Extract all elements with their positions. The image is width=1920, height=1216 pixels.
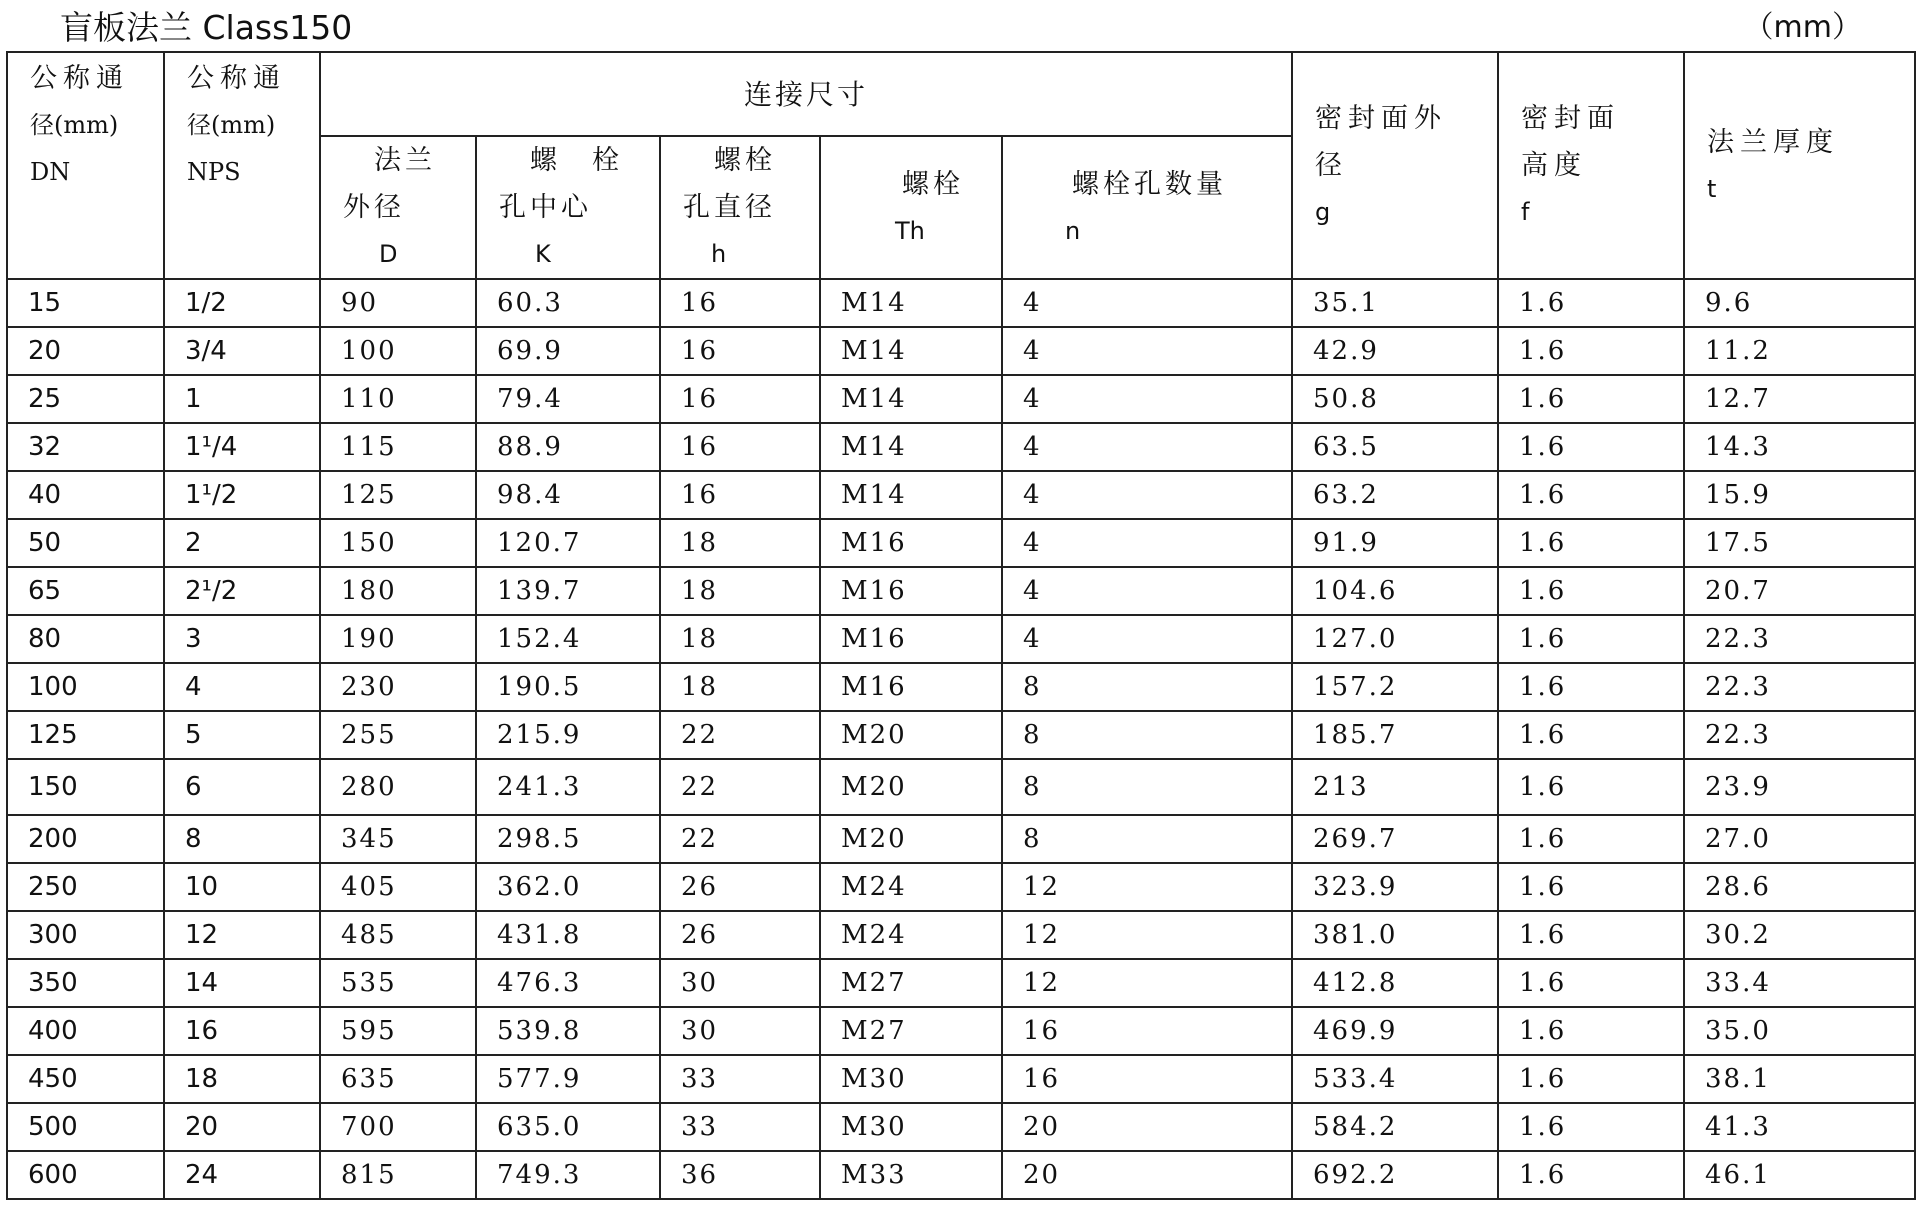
cell-nps: 16	[164, 1007, 320, 1055]
cell-flange-thickness: 46.1	[1684, 1151, 1915, 1199]
cell-nps: 10	[164, 863, 320, 911]
cell-sealing-face-height: 1.6	[1498, 567, 1684, 615]
header-D-symbol: D	[379, 240, 398, 268]
cell-flange-thickness: 38.1	[1684, 1055, 1915, 1103]
cell-bolt-hole-diameter: 22	[660, 759, 820, 815]
cell-bolt-hole-diameter: 30	[660, 1007, 820, 1055]
cell-sealing-face-diameter: 533.4	[1292, 1055, 1498, 1103]
header-nps	[164, 52, 320, 279]
table-row	[7, 863, 1915, 911]
cell-bolt-hole-diameter: 16	[660, 279, 820, 327]
cell-dn: 100	[7, 663, 164, 711]
cell-dn: 150	[7, 759, 164, 815]
cell-bolt-thread: M27	[820, 959, 1002, 1007]
cell-bolt-count: 4	[1002, 567, 1292, 615]
cell-sealing-face-diameter: 63.2	[1292, 471, 1498, 519]
cell-bolt-hole-diameter: 30	[660, 959, 820, 1007]
cell-bolt-thread: M20	[820, 711, 1002, 759]
cell-bolt-count: 8	[1002, 711, 1292, 759]
cell-flange-outer-diameter: 100	[320, 327, 476, 375]
cell-bolt-count: 4	[1002, 279, 1292, 327]
header-row-group	[7, 52, 1915, 136]
cell-flange-outer-diameter: 110	[320, 375, 476, 423]
cell-nps: 14	[164, 959, 320, 1007]
header-Th-symbol: Th	[871, 216, 925, 245]
header-g-symbol: g	[1315, 198, 1331, 226]
cell-nps: 20	[164, 1103, 320, 1151]
cell-sealing-face-diameter: 381.0	[1292, 911, 1498, 959]
cell-bolt-circle: 60.3	[476, 279, 660, 327]
header-g	[1292, 52, 1498, 279]
cell-flange-thickness: 41.3	[1684, 1103, 1915, 1151]
cell-bolt-circle: 577.9	[476, 1055, 660, 1103]
cell-flange-outer-diameter: 535	[320, 959, 476, 1007]
cell-bolt-thread: M20	[820, 815, 1002, 863]
cell-sealing-face-height: 1.6	[1498, 1103, 1684, 1151]
cell-bolt-count: 4	[1002, 375, 1292, 423]
table-row	[7, 375, 1915, 423]
cell-bolt-circle: 431.8	[476, 911, 660, 959]
cell-nps: 2	[164, 519, 320, 567]
cell-bolt-circle: 215.9	[476, 711, 660, 759]
cell-bolt-circle: 749.3	[476, 1151, 660, 1199]
cell-bolt-hole-diameter: 18	[660, 567, 820, 615]
cell-bolt-hole-diameter: 36	[660, 1151, 820, 1199]
cell-flange-thickness: 20.7	[1684, 567, 1915, 615]
cell-bolt-thread: M16	[820, 519, 1002, 567]
cell-flange-outer-diameter: 180	[320, 567, 476, 615]
header-n	[1002, 136, 1292, 279]
cell-sealing-face-height: 1.6	[1498, 423, 1684, 471]
cell-sealing-face-height: 1.6	[1498, 615, 1684, 663]
cell-nps: 12	[164, 911, 320, 959]
page-title: 盲板法兰 Class150	[60, 8, 353, 47]
cell-dn: 15	[7, 279, 164, 327]
cell-flange-outer-diameter: 815	[320, 1151, 476, 1199]
cell-dn: 25	[7, 375, 164, 423]
cell-flange-outer-diameter: 280	[320, 759, 476, 815]
cell-bolt-circle: 152.4	[476, 615, 660, 663]
header-connection-dimensions: 连接尺寸	[320, 52, 1292, 136]
cell-dn: 250	[7, 863, 164, 911]
cell-nps: 4	[164, 663, 320, 711]
cell-nps: 3	[164, 615, 320, 663]
cell-bolt-circle: 298.5	[476, 815, 660, 863]
cell-flange-thickness: 27.0	[1684, 815, 1915, 863]
cell-bolt-count: 4	[1002, 423, 1292, 471]
header-dn	[7, 52, 164, 279]
cell-bolt-thread: M16	[820, 615, 1002, 663]
cell-bolt-hole-diameter: 22	[660, 815, 820, 863]
cell-flange-outer-diameter: 150	[320, 519, 476, 567]
header-D	[320, 136, 476, 279]
cell-bolt-count: 4	[1002, 519, 1292, 567]
cell-bolt-circle: 79.4	[476, 375, 660, 423]
cell-bolt-thread: M14	[820, 327, 1002, 375]
cell-bolt-count: 8	[1002, 759, 1292, 815]
table-row	[7, 711, 1915, 759]
table-body	[7, 279, 1915, 1199]
cell-sealing-face-height: 1.6	[1498, 863, 1684, 911]
cell-nps: 5	[164, 711, 320, 759]
header-D-line1: 法兰	[343, 145, 436, 176]
cell-bolt-count: 20	[1002, 1151, 1292, 1199]
cell-bolt-circle: 362.0	[476, 863, 660, 911]
cell-flange-thickness: 33.4	[1684, 959, 1915, 1007]
header-dn-symbol: DN	[30, 158, 71, 186]
cell-bolt-count: 8	[1002, 815, 1292, 863]
table-row	[7, 423, 1915, 471]
cell-nps: 6	[164, 759, 320, 815]
cell-flange-thickness: 35.0	[1684, 1007, 1915, 1055]
cell-dn: 400	[7, 1007, 164, 1055]
cell-flange-thickness: 17.5	[1684, 519, 1915, 567]
cell-nps: 1/2	[164, 279, 320, 327]
header-t-line1: 法兰厚度	[1707, 126, 1839, 158]
cell-bolt-count: 4	[1002, 327, 1292, 375]
cell-bolt-thread: M14	[820, 375, 1002, 423]
cell-flange-outer-diameter: 90	[320, 279, 476, 327]
cell-sealing-face-diameter: 692.2	[1292, 1151, 1498, 1199]
table-row	[7, 615, 1915, 663]
cell-nps: 8	[164, 815, 320, 863]
cell-flange-outer-diameter: 485	[320, 911, 476, 959]
cell-sealing-face-height: 1.6	[1498, 471, 1684, 519]
cell-nps: 1	[164, 375, 320, 423]
cell-bolt-hole-diameter: 18	[660, 663, 820, 711]
header-K	[476, 136, 660, 279]
cell-nps: 3/4	[164, 327, 320, 375]
header-nps-line2: 径(mm)	[187, 111, 276, 139]
cell-sealing-face-height: 1.6	[1498, 663, 1684, 711]
cell-bolt-hole-diameter: 18	[660, 519, 820, 567]
cell-sealing-face-diameter: 104.6	[1292, 567, 1498, 615]
header-K-line1: 螺 栓	[499, 145, 623, 176]
cell-sealing-face-height: 1.6	[1498, 279, 1684, 327]
cell-flange-outer-diameter: 635	[320, 1055, 476, 1103]
cell-nps: 18	[164, 1055, 320, 1103]
cell-bolt-hole-diameter: 33	[660, 1103, 820, 1151]
header-f-line1: 密封面	[1521, 103, 1620, 134]
table-row	[7, 1055, 1915, 1103]
cell-bolt-thread: M20	[820, 759, 1002, 815]
cell-sealing-face-height: 1.6	[1498, 759, 1684, 815]
cell-sealing-face-diameter: 127.0	[1292, 615, 1498, 663]
header-Th-line1: 螺栓	[871, 168, 964, 200]
table-row	[7, 1007, 1915, 1055]
header-h-line2: 孔直径	[683, 192, 776, 223]
cell-bolt-thread: M27	[820, 1007, 1002, 1055]
cell-sealing-face-diameter: 91.9	[1292, 519, 1498, 567]
header-f-symbol: f	[1521, 198, 1530, 226]
header-f	[1498, 52, 1684, 279]
cell-dn: 450	[7, 1055, 164, 1103]
cell-flange-outer-diameter: 405	[320, 863, 476, 911]
cell-bolt-circle: 539.8	[476, 1007, 660, 1055]
cell-bolt-hole-diameter: 16	[660, 423, 820, 471]
cell-dn: 350	[7, 959, 164, 1007]
cell-sealing-face-diameter: 157.2	[1292, 663, 1498, 711]
cell-flange-thickness: 22.3	[1684, 663, 1915, 711]
cell-sealing-face-diameter: 469.9	[1292, 1007, 1498, 1055]
cell-sealing-face-diameter: 269.7	[1292, 815, 1498, 863]
cell-flange-thickness: 28.6	[1684, 863, 1915, 911]
cell-bolt-thread: M14	[820, 279, 1002, 327]
cell-dn: 65	[7, 567, 164, 615]
cell-bolt-circle: 635.0	[476, 1103, 660, 1151]
cell-bolt-thread: M30	[820, 1103, 1002, 1151]
cell-sealing-face-diameter: 412.8	[1292, 959, 1498, 1007]
table-row	[7, 815, 1915, 863]
cell-bolt-hole-diameter: 26	[660, 911, 820, 959]
cell-flange-thickness: 22.3	[1684, 615, 1915, 663]
cell-nps: 24	[164, 1151, 320, 1199]
cell-bolt-hole-diameter: 16	[660, 375, 820, 423]
table-row	[7, 567, 1915, 615]
cell-flange-outer-diameter: 125	[320, 471, 476, 519]
cell-bolt-circle: 241.3	[476, 759, 660, 815]
cell-bolt-thread: M24	[820, 863, 1002, 911]
header-n-line1: 螺栓孔数量	[1041, 168, 1227, 200]
header-f-line2: 高度	[1521, 150, 1587, 181]
cell-nps: 1¹/4	[164, 423, 320, 471]
cell-bolt-circle: 98.4	[476, 471, 660, 519]
cell-bolt-thread: M30	[820, 1055, 1002, 1103]
cell-flange-thickness: 9.6	[1684, 279, 1915, 327]
cell-dn: 200	[7, 815, 164, 863]
cell-sealing-face-height: 1.6	[1498, 519, 1684, 567]
cell-dn: 600	[7, 1151, 164, 1199]
cell-flange-outer-diameter: 595	[320, 1007, 476, 1055]
cell-flange-outer-diameter: 230	[320, 663, 476, 711]
header-t	[1684, 52, 1915, 279]
header-h	[660, 136, 820, 279]
cell-bolt-count: 12	[1002, 959, 1292, 1007]
cell-bolt-thread: M14	[820, 423, 1002, 471]
cell-bolt-hole-diameter: 16	[660, 471, 820, 519]
cell-bolt-circle: 88.9	[476, 423, 660, 471]
cell-bolt-thread: M14	[820, 471, 1002, 519]
header-t-symbol: t	[1707, 174, 1717, 203]
cell-bolt-thread: M16	[820, 663, 1002, 711]
cell-sealing-face-diameter: 50.8	[1292, 375, 1498, 423]
cell-flange-outer-diameter: 345	[320, 815, 476, 863]
table-row	[7, 759, 1915, 815]
cell-sealing-face-diameter: 63.5	[1292, 423, 1498, 471]
unit-label: （mm）	[1743, 10, 1862, 45]
cell-flange-outer-diameter: 115	[320, 423, 476, 471]
cell-bolt-count: 16	[1002, 1007, 1292, 1055]
header-K-symbol: K	[535, 240, 551, 268]
table-row	[7, 519, 1915, 567]
cell-bolt-hole-diameter: 16	[660, 327, 820, 375]
flange-dimension-table	[6, 51, 1916, 1200]
cell-dn: 80	[7, 615, 164, 663]
cell-flange-outer-diameter: 190	[320, 615, 476, 663]
cell-nps: 1¹/2	[164, 471, 320, 519]
cell-flange-thickness: 11.2	[1684, 327, 1915, 375]
table-row	[7, 959, 1915, 1007]
cell-flange-thickness: 30.2	[1684, 911, 1915, 959]
cell-sealing-face-diameter: 213	[1292, 759, 1498, 815]
cell-sealing-face-height: 1.6	[1498, 327, 1684, 375]
header-g-line1: 密封面外	[1315, 103, 1447, 134]
cell-dn: 300	[7, 911, 164, 959]
cell-bolt-hole-diameter: 33	[660, 1055, 820, 1103]
cell-bolt-thread: M33	[820, 1151, 1002, 1199]
cell-bolt-count: 4	[1002, 615, 1292, 663]
cell-dn: 50	[7, 519, 164, 567]
cell-dn: 20	[7, 327, 164, 375]
cell-flange-thickness: 23.9	[1684, 759, 1915, 815]
cell-sealing-face-height: 1.6	[1498, 1151, 1684, 1199]
cell-sealing-face-height: 1.6	[1498, 1007, 1684, 1055]
cell-bolt-count: 12	[1002, 863, 1292, 911]
cell-dn: 125	[7, 711, 164, 759]
cell-bolt-hole-diameter: 26	[660, 863, 820, 911]
header-h-line1: 螺栓	[683, 145, 776, 176]
cell-bolt-count: 16	[1002, 1055, 1292, 1103]
cell-sealing-face-height: 1.6	[1498, 1055, 1684, 1103]
cell-dn: 40	[7, 471, 164, 519]
cell-nps: 2¹/2	[164, 567, 320, 615]
cell-dn: 500	[7, 1103, 164, 1151]
cell-sealing-face-height: 1.6	[1498, 375, 1684, 423]
cell-bolt-hole-diameter: 18	[660, 615, 820, 663]
header-K-line2: 孔中心	[499, 192, 592, 223]
cell-bolt-count: 8	[1002, 663, 1292, 711]
cell-bolt-thread: M24	[820, 911, 1002, 959]
header-nps-symbol: NPS	[187, 158, 241, 186]
cell-flange-thickness: 12.7	[1684, 375, 1915, 423]
table-row	[7, 911, 1915, 959]
header-g-line2: 径	[1315, 150, 1348, 181]
cell-bolt-circle: 69.9	[476, 327, 660, 375]
table-row	[7, 471, 1915, 519]
cell-sealing-face-diameter: 185.7	[1292, 711, 1498, 759]
cell-bolt-circle: 190.5	[476, 663, 660, 711]
header-dn-line2: 径(mm)	[30, 111, 119, 139]
cell-bolt-hole-diameter: 22	[660, 711, 820, 759]
cell-sealing-face-diameter: 35.1	[1292, 279, 1498, 327]
table-row	[7, 663, 1915, 711]
cell-bolt-circle: 476.3	[476, 959, 660, 1007]
cell-flange-thickness: 14.3	[1684, 423, 1915, 471]
cell-sealing-face-diameter: 323.9	[1292, 863, 1498, 911]
cell-bolt-count: 12	[1002, 911, 1292, 959]
header-D-line2: 外径	[343, 192, 405, 223]
cell-dn: 32	[7, 423, 164, 471]
cell-sealing-face-diameter: 42.9	[1292, 327, 1498, 375]
cell-bolt-circle: 120.7	[476, 519, 660, 567]
cell-flange-thickness: 15.9	[1684, 471, 1915, 519]
header-dn-line1: 公称通	[30, 63, 129, 94]
cell-sealing-face-height: 1.6	[1498, 711, 1684, 759]
table-row	[7, 327, 1915, 375]
cell-sealing-face-height: 1.6	[1498, 911, 1684, 959]
header-h-symbol: h	[711, 240, 727, 268]
cell-bolt-count: 4	[1002, 471, 1292, 519]
cell-sealing-face-diameter: 584.2	[1292, 1103, 1498, 1151]
cell-flange-outer-diameter: 700	[320, 1103, 476, 1151]
table-row	[7, 279, 1915, 327]
header-nps-line1: 公称通	[187, 63, 286, 94]
table-row	[7, 1151, 1915, 1199]
header-Th	[820, 136, 1002, 279]
cell-bolt-thread: M16	[820, 567, 1002, 615]
header-n-symbol: n	[1041, 216, 1081, 245]
cell-sealing-face-height: 1.6	[1498, 959, 1684, 1007]
cell-flange-outer-diameter: 255	[320, 711, 476, 759]
cell-flange-thickness: 22.3	[1684, 711, 1915, 759]
cell-bolt-count: 20	[1002, 1103, 1292, 1151]
table-header	[7, 52, 1915, 279]
cell-sealing-face-height: 1.6	[1498, 815, 1684, 863]
table-row	[7, 1103, 1915, 1151]
cell-bolt-circle: 139.7	[476, 567, 660, 615]
